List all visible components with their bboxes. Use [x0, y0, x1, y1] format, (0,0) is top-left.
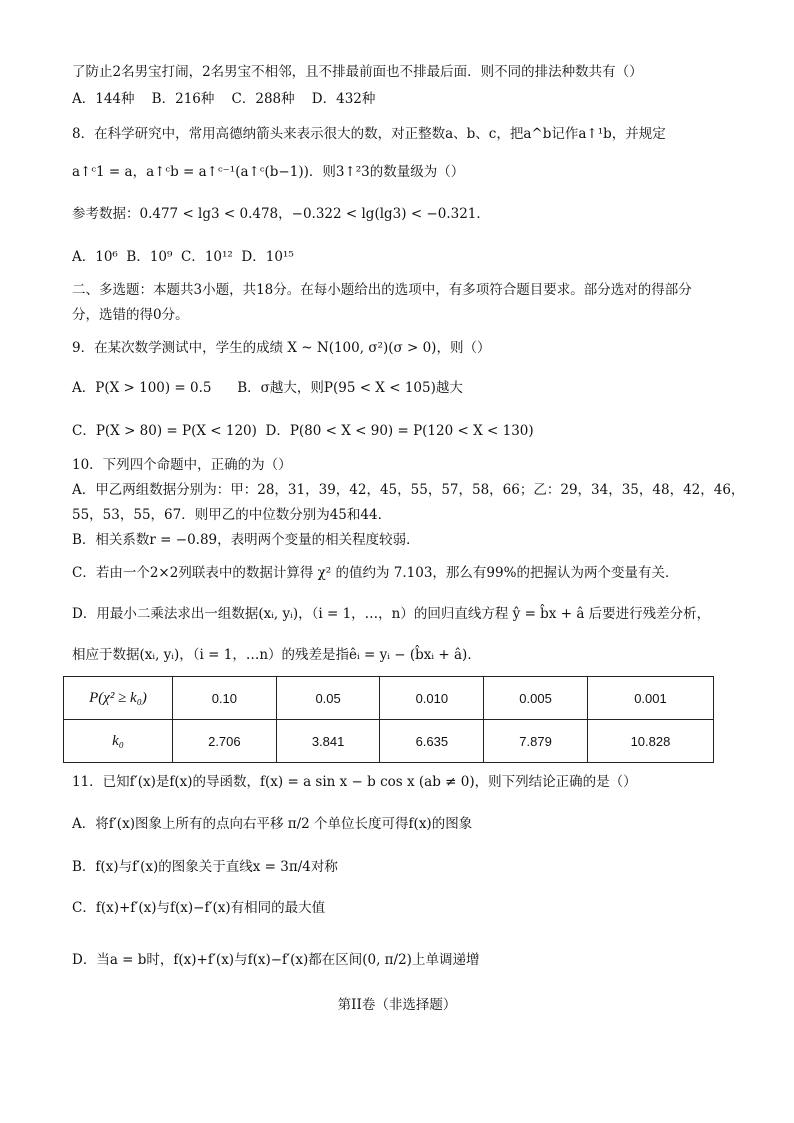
q8-rule: a↑ᶜ1 = a，a↑ᶜb = a↑ᶜ⁻¹(a↑ᶜ(b−1))．则3↑²3的数量级为（）: [72, 164, 465, 180]
table-cell: 0.05: [276, 677, 380, 720]
table-cell: 0.001: [587, 677, 713, 720]
q10-stem: 10．下列四个命题中，正确的为（）: [72, 457, 292, 473]
section2-heading-line1: 二、多选题：本题共3小题，共18分。在每小题给出的选项中，有多项符合题目要求。部分选对的得部分: [72, 282, 692, 298]
q7-tail: 了防止2名男宝打闹，2名男宝不相邻，且不排最前面也不排最后面．则不同的排法种数共有（）: [72, 64, 643, 80]
q10-option-b: B．相关系数r = −0.89，表明两个变量的相关程度较弱．: [72, 532, 420, 548]
part2-title: 第II卷（非选择题）: [337, 997, 457, 1013]
q10-option-a-line1: A．甲乙两组数据分别为：甲：28，31，39，42，45，55，57，58，66；乙：29，34，35，48，42，46，: [72, 482, 745, 498]
table-row: [64, 677, 714, 720]
q10-option-d-line2: 相应于数据(xᵢ, yᵢ)，（i = 1，…n）的残差是指êᵢ = yᵢ − (b̂xᵢ + â)．: [72, 647, 481, 663]
table-cell: 0.010: [380, 677, 484, 720]
table-cell: 2.706: [173, 720, 277, 763]
table-row-header-k0: k₀: [64, 720, 173, 763]
table-row-header-probability: P(χ² ≥ k₀): [64, 677, 173, 720]
table-cell: 0.005: [484, 677, 588, 720]
section2-heading-line2: 分，选错的得0分。: [72, 307, 189, 323]
q11-option-c: C．f(x)+f′(x)与f(x)−f′(x)有相同的最大值: [72, 900, 326, 916]
q9-options-ab: A．P(X > 100) = 0.5 B．σ越大，则P(95 < X < 105)越大: [72, 380, 463, 396]
table-cell: 7.879: [484, 720, 588, 763]
q11-stem: 11．已知f′(x)是f(x)的导函数，f(x) = a sin x − b cos x (ab ≠ 0)，则下列结论正确的是（）: [72, 774, 637, 790]
q11-option-a: A．将f′(x)图象上所有的点向右平移 π/2 个单位长度可得f(x)的图象: [72, 816, 473, 832]
q10-option-c: C．若由一个2×2列联表中的数据计算得 χ² 的值约为 7.103，那么有99%的把握认为两个变量有关．: [72, 565, 679, 581]
q8-stem: 8．在科学研究中，常用高德纳箭头来表示很大的数，对正整数a、b、c，把a^b记作a↑¹b，并规定: [72, 126, 666, 142]
q9-stem: 9．在某次数学测试中，学生的成绩 X ~ N(100, σ²)(σ > 0)，则（）: [72, 340, 491, 356]
table-cell: 3.841: [276, 720, 380, 763]
table-row: [64, 720, 714, 763]
q10-option-a-line2: 55，53，55，67．则甲乙的中位数分别为45和44．: [72, 507, 392, 523]
q11-option-d: D．当a = b时，f(x)+f′(x)与f(x)−f′(x)都在区间(0, π/2)上单调递增: [72, 952, 480, 968]
q8-options: A．10⁶ B．10⁹ C．10¹² D．10¹⁵: [72, 249, 294, 265]
q11-option-b: B．f(x)与f′(x)的图象关于直线x = 3π/4对称: [72, 859, 338, 875]
q8-reference-data: 参考数据：0.477 < lg3 < 0.478，−0.322 < lg(lg3) < −0.321．: [72, 206, 490, 222]
chi-square-critical-value-table: [63, 676, 714, 763]
q9-options-cd: C．P(X > 80) = P(X < 120) D．P(80 < X < 90) = P(120 < X < 130): [72, 423, 534, 439]
table-cell: 10.828: [587, 720, 713, 763]
table-cell: 6.635: [380, 720, 484, 763]
q10-option-d-line1: D．用最小二乘法求出一组数据(xᵢ, yᵢ)，（i = 1，…，n）的回归直线方程 ŷ = b̂x + â 后要进行残差分析，: [72, 606, 711, 622]
table-cell: 0.10: [173, 677, 277, 720]
q7-options: A．144种 B．216种 C．288种 D．432种: [72, 91, 376, 107]
